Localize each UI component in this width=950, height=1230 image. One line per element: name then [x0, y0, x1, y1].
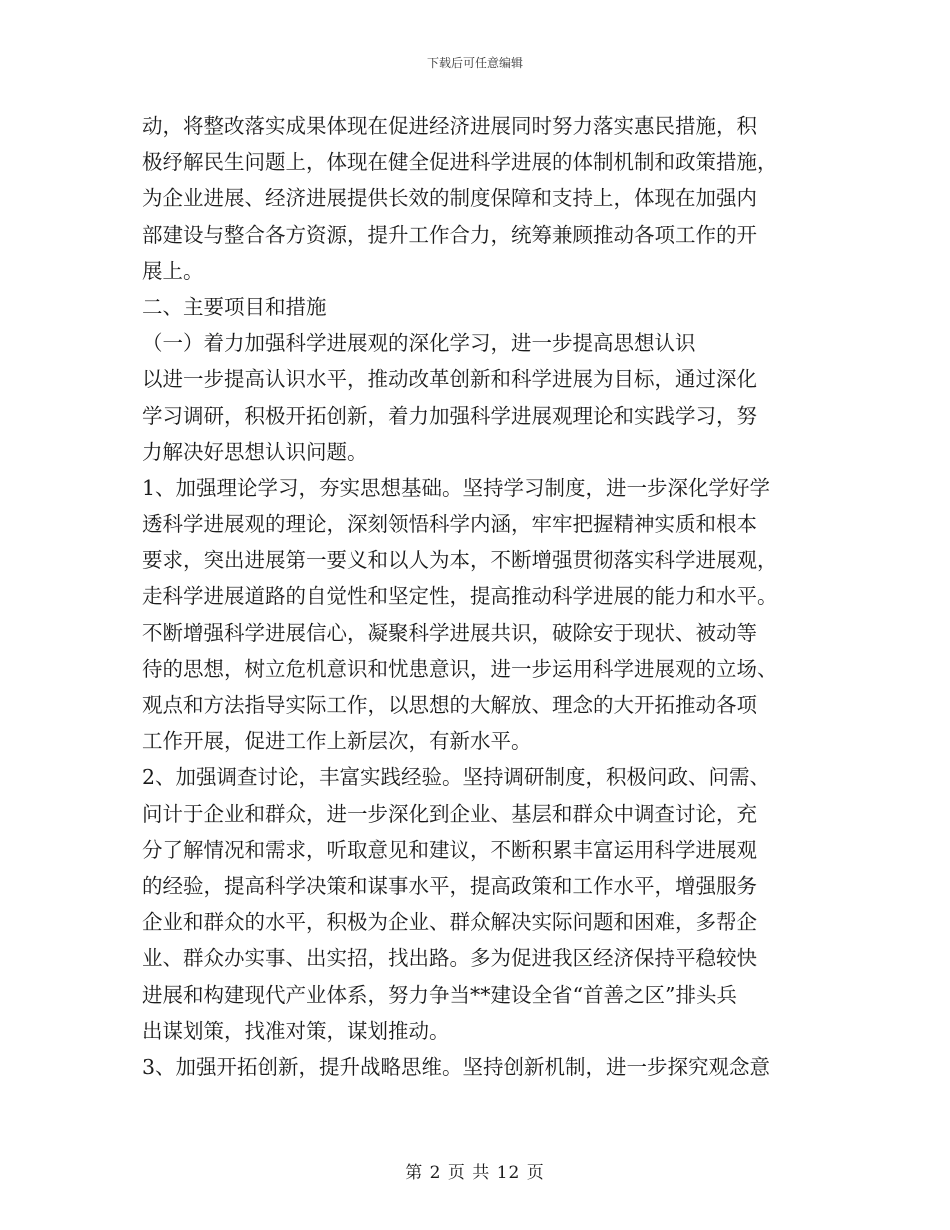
document-body [142, 108, 812, 1085]
text-line: 透科学进展观的理论，深刻领悟科学内涵，牢牢把握精神实质和根本 [142, 512, 757, 537]
text-line: 2、加强调查讨论，丰富实践经验。坚持调研制度，积极问政、问需、 [142, 765, 771, 790]
text-line: 学习调研，积极开拓创新，着力加强科学进展观理论和实践学习，努 [142, 403, 757, 428]
page-number-footer: 第 2 页 共 12 页 [405, 1163, 545, 1183]
text-line: 问计于企业和群众，进一步深化到企业、基层和群众中调查讨论，充 [142, 801, 757, 826]
text-line: 工作开展，促进工作上新层次，有新水平。 [142, 729, 532, 754]
text-line: 极纾解民生问题上，体现在健全促进科学进展的体制机制和政策措施， [142, 150, 778, 175]
text-line: 进展和构建现代产业体系，努力争当**建设全省“首善之区”排头兵 [142, 982, 737, 1007]
text-line: 企业和群众的水平，积极为企业、群众解决实际问题和困难，多帮企 [142, 910, 757, 935]
subsection-heading: （一）着力加强科学进展观的深化学习，进一步提高思想认识 [142, 331, 696, 356]
text-line: 的经验，提高科学决策和谋事水平，提高政策和工作水平，增强服务 [142, 873, 757, 898]
text-line: 动，将整改落实成果体现在促进经济进展同时努力落实惠民措施，积 [142, 114, 757, 138]
text-line: 出谋划策，找准对策，谋划推动。 [142, 1018, 450, 1043]
page-header: 下载后可任意编辑 [426, 56, 523, 70]
text-line: 要求，突出进展第一要义和以人为本，不断增强贯彻落实科学进展观， [142, 548, 778, 573]
text-line: 为企业进展、经济进展提供长效的制度保障和支持上，体现在加强内 [142, 186, 757, 211]
text-line: 分了解情况和需求，听取意见和建议，不断积累丰富运用科学进展观 [142, 837, 757, 862]
text-line: 3、加强开拓创新，提升战略思维。坚持创新机制，进一步探究观念意 [142, 1054, 771, 1079]
text-line: 观点和方法指导实际工作，以思想的大解放、理念的大开拓推动各项 [142, 693, 757, 717]
text-line: 业、群众办实事、出实招，找出路。多为促进我区经济保持平稳较快 [142, 946, 757, 971]
section-heading: 二、主要项目和措施 [142, 294, 327, 319]
text-line: 以进一步提高认识水平，推动改革创新和科学进展为目标，通过深化 [142, 367, 757, 392]
text-line: 走科学进展道路的自觉性和坚定性，提高推动科学进展的能力和水平。 [142, 584, 778, 609]
text-line: 待的思想，树立危机意识和忧患意识，进一步运用科学进展观的立场、 [142, 656, 778, 681]
text-line: 部建设与整合各方资源，提升工作合力，统筹兼顾推动各项工作的开 [142, 222, 757, 247]
text-line: 展上。 [142, 258, 204, 283]
text-line: 不断增强科学进展信心，凝聚科学进展共识，破除安于现状、被动等 [142, 620, 757, 645]
text-line: 1、加强理论学习，夯实思想基础。坚持学习制度，进一步深化学好学 [142, 475, 771, 500]
text-line: 力解决好思想认识问题。 [142, 439, 368, 464]
